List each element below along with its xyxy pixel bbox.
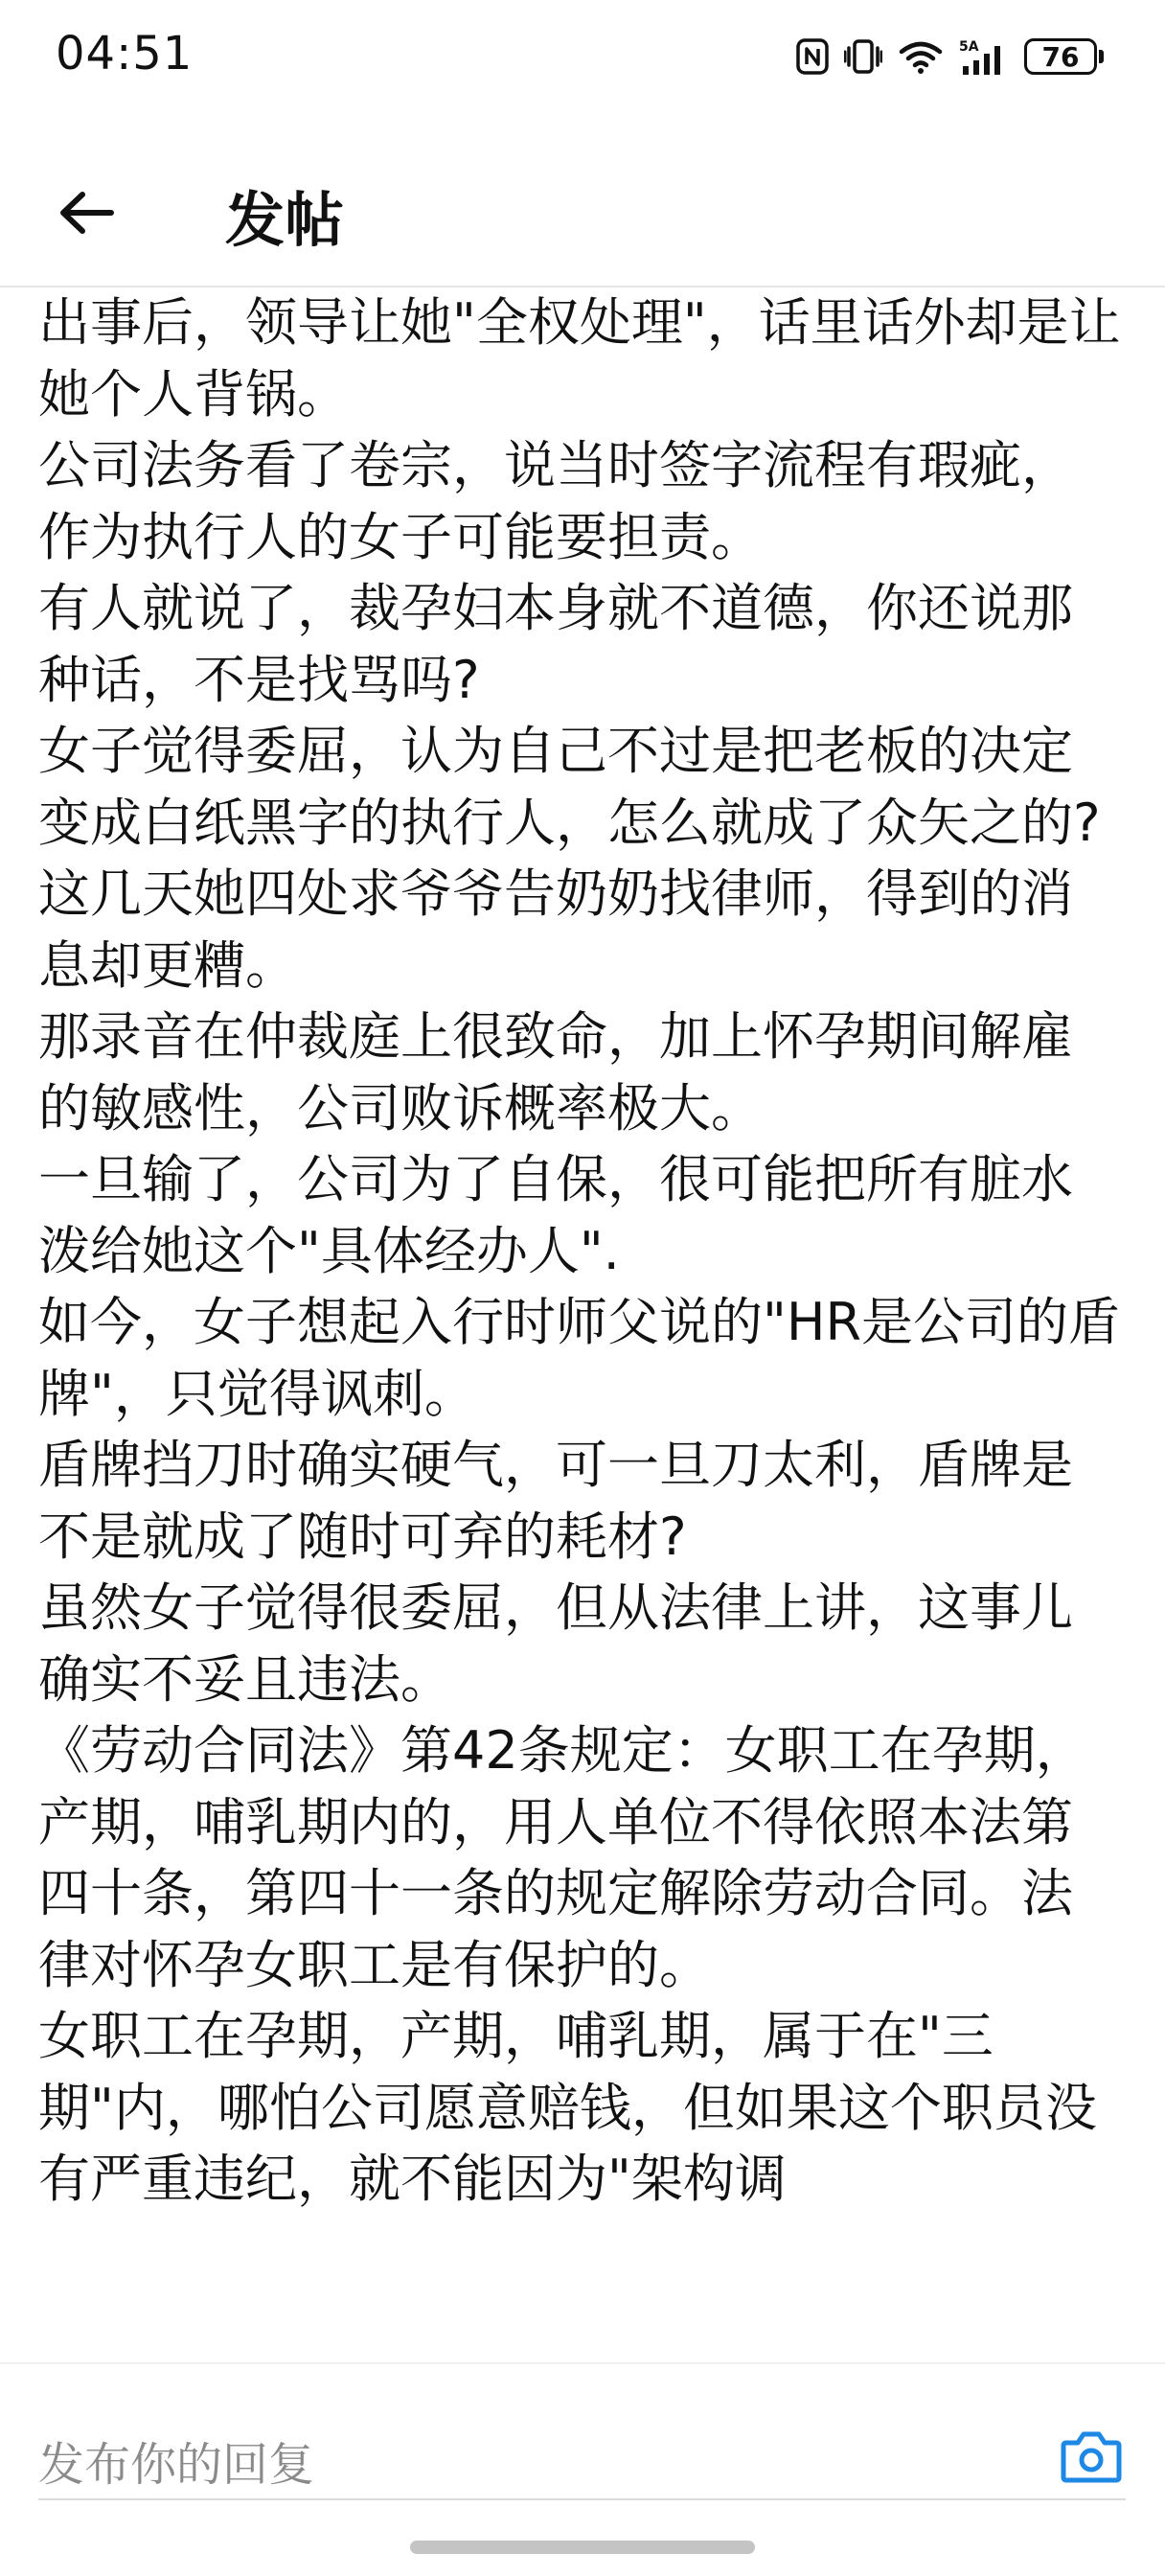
paragraph: 女子觉得委屈，认为自己不过是把老板的决定变成白纸黑字的执行人，怎么就成了众矢之的? (38, 721, 1101, 853)
svg-text:5A: 5A (959, 39, 979, 55)
camera-icon (1061, 2429, 1122, 2483)
top-app-bar (0, 144, 1165, 288)
post-content[interactable] (38, 288, 1121, 2362)
paragraph: 如今，女子想起入行时师父说的"HR是公司的盾牌"，只觉得讽刺。 (38, 1292, 1120, 1424)
page-title: 发帖 (225, 185, 345, 255)
paragraph: 那录音在仲裁庭上很致命，加上怀孕期间解雇的敏感性，公司败诉概率极大。 (38, 1006, 1073, 1138)
paragraph: 女职工在孕期，产期，哺乳期，属于在"三期"内，哪怕公司愿意赔钱，但如果这个职员没有严重违纪，就不能因为"架构调 (38, 2006, 1097, 2209)
vibrate-icon (844, 38, 882, 75)
paragraph: 盾牌挡刀时确实硬气，可一旦刀太利，盾牌是不是就成了随时可弃的耗材? (38, 1435, 1073, 1567)
paragraph: 虽然女子觉得很委屈，但从法律上讲，这事儿确实不妥且违法。 (38, 1577, 1073, 1710)
paragraph: 有人就说了，裁孕妇本身就不道德，你还说那种话，不是找骂吗? (38, 578, 1073, 710)
paragraph: 《劳动合同法》第42条规定：女职工在孕期，产期，哺乳期内的，用人单位不得依照本法第四十条，第四十一条的规定解除劳动合同。法律对怀孕女职工是有保护的。 (38, 1720, 1087, 1995)
reply-placeholder: 发布你的回复 (38, 2438, 315, 2492)
paragraph: 一旦输了，公司为了自保，很可能把所有脏水泼给她这个"具体经办人". (38, 1149, 1073, 1281)
reply-input[interactable] (38, 2422, 1126, 2500)
nfc-icon (796, 38, 829, 75)
back-button[interactable] (48, 174, 125, 251)
paragraph: 这几天她四处求爷爷告奶奶找律师，得到的消息却更糟。 (38, 863, 1073, 996)
status-time: 04:51 (56, 27, 194, 80)
battery-icon (1024, 38, 1104, 75)
back-arrow-icon (57, 189, 115, 237)
wifi-icon (898, 38, 944, 75)
signal-5a-icon (959, 37, 1009, 76)
battery-level: 76 (1024, 38, 1097, 75)
home-indicator[interactable] (410, 2541, 755, 2554)
paragraph: 公司法务看了卷宗，说当时签字流程有瑕疵，作为执行人的女子可能要担责。 (38, 435, 1073, 567)
camera-button[interactable] (1057, 2422, 1126, 2491)
status-icons (796, 34, 1104, 79)
status-bar (0, 0, 1165, 115)
paragraph: 出事后，领导让她"全权处理"，话里话外却是让她个人背锅。 (38, 292, 1121, 425)
